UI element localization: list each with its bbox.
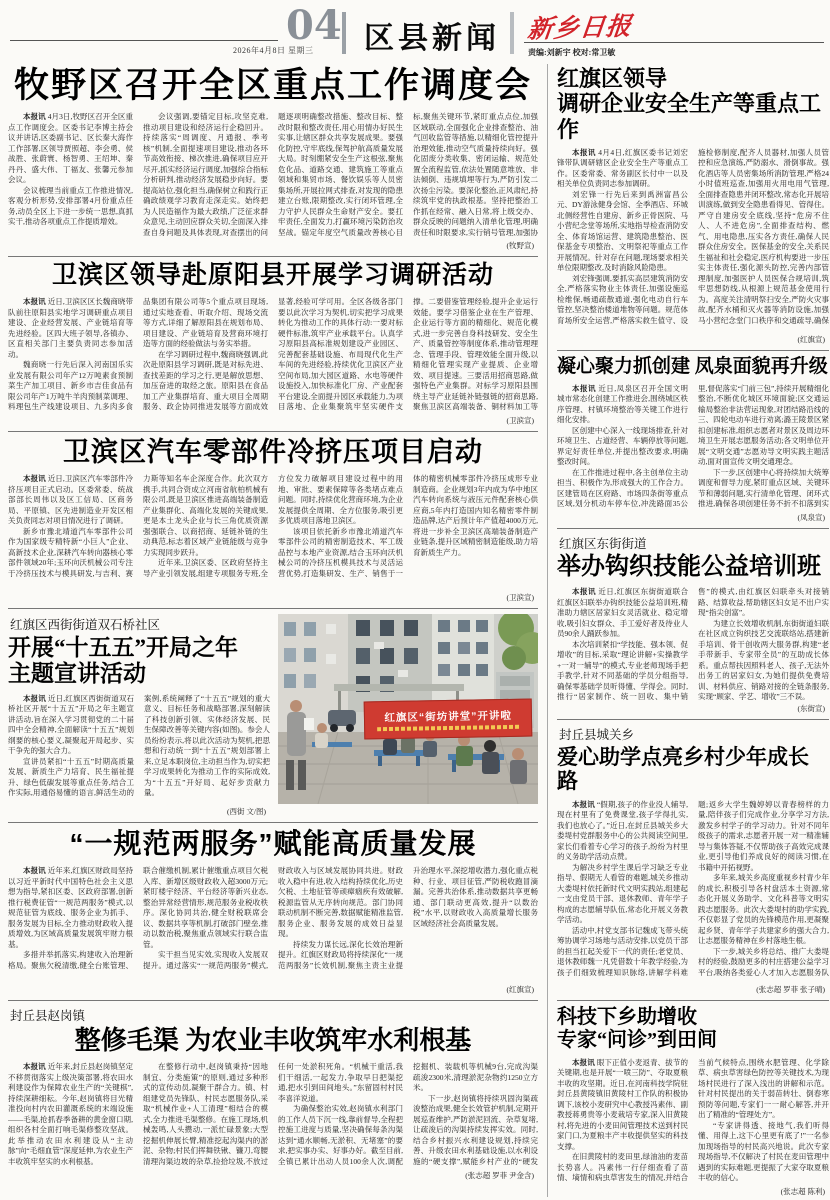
masthead-logo: 新乡日报 [526, 13, 634, 44]
article-weibin-study-credit: (卫滨宣) [506, 416, 534, 425]
header-divider-bar [342, 12, 346, 54]
article-muye-credit: (牧野宣) [506, 241, 534, 251]
separator [557, 350, 829, 351]
article-dongjie-headline: 举办钩织技能公益培训班 [557, 553, 821, 580]
header-divider-bar2 [510, 12, 514, 54]
article-xijie-text [8, 614, 270, 817]
separator [8, 431, 538, 432]
article-guifan-body: 本报讯 近年来,红旗区财政局坚持以习近平新时代中国特色社会主义思想为指导,紧扣区委、区政府部署,创新推行税费征管“一规范两服务”模式,以规范征管为底线、服务企业为抓手、服务发展为目标,全力推动财政收入提质增效,为区域高质量发展筑牢财力根基。 多措并举抓落实,构建收入治理新格局。聚焦欠税清缴,健全台账管理、联合催缴机制,累计催缴重点项目欠税入库、新增区级财政收入超3000万元;紧盯楼宇经济、平台经济等新兴业态,整治异常经营情形,规范服务业税收秩序。深化协同共治,健全财税联席会议、数据共享等机制,打破部门壁垒,推动以数治税,聚焦重点领域实行联合监管。 实干担当见实效,实现收入发展双提升。通过落实“一规范两服务”模式,财政收入与区域发展协同共进。财政收入稳中有进,收入结构持续优化,历史欠税、土地征管等顽瘴痼疾有效破解,税源监管从无序转向规范。部门协同联动机制不断完善,数据赋能精准监管,服务企业、服务发展的成效日益显现。 持续发力谋长远,深化长效治理新提升。红旗区财政局将持续深化“一规范两服务”长效机制,聚焦主责主业提升治理水平,深挖增收潜力,强化重点税种、行业、项目征管,严防税收跑冒滴漏。完善共治体系,推动数据共享更畅通、部门联动更高效,提升“以数治税”水平,以财政收入高质量增长服务区域经济社会高质量发展。 [8, 866, 538, 970]
article-chengguan-headline: 爱心助学点亮乡村少年成长路 [557, 745, 809, 794]
article-xijie-kicker: 红旗区西街街道双石桥社区 [10, 618, 161, 633]
article-hongqi-safety-headline: 红旗区领导 调研企业安全生产等重点工作 [557, 66, 822, 142]
article-guifan-headline: “一规范两服务”赋能高质量发展 [69, 827, 477, 859]
article-chengguan [557, 725, 829, 994]
article-muye-headline: 牧野区召开全区重点工作调度会 [13, 66, 532, 105]
article-hongqi-safety-body: 本报讯 4月4日,红旗区委书记刘宏锋带队调研辖区企业安全生产等重点工作。区委常委、常务副区长付中一以及相关单位负责同志参加调研。 刘宏锋一行先后来到禹洲富昌公元、DY游泳健身会馆、全季酒店、环城北侧经营性自建房、新乡正骨医院、马小营纪念堂等场所,实地指导检查消防安全、体育场馆运营、建筑隐患整治、医保基金专项整治、文明祭祀等重点工作开展情况。针对存在问题,现场要求相关单位限期整改,及时消除风险隐患。 刘宏锋强调,要抓实高层建筑消防安全,严格落实物业主体责任,加强设施巡检维保,畅通疏散通道,强化电动自行车管控,坚决整治楼道堆物等问题。规范体育场所安全运营,严格落实救生值守、设施检修制度,配齐人员器材,加强人员管控和应急演练,严防溺水、滑倒事故。强化酒店等人员密集场所消防管理,严格24小时值班巡查,加强用火用电用气管理,全面排查隐患并闭环整改,常态化开展培训演练,做到安全隐患看得见、管得住。严守自建房安全底线,坚持“危房不住人、人不进危房”,全面排查结构、燃气、用电隐患,压实各方责任,确保人民群众住房安全。医保基金的安全,关系民生福祉和社会稳定,医疗机构要进一步压实主体责任,强化源头防控,完善内部管理制度,加强医护人员医保合规培训,筑牢思想防线,从根源上规范基金使用行为。高度关注清明祭扫安全,严防火灾事故,配齐水桶和灭火器等消防设施,加强马小营纪念堂门口秩序和交通疏导,确保 [557, 147, 829, 325]
article-xijie-headline: 开展“十五五”开局之年 主题宣讲活动 [8, 635, 238, 687]
article-guifan [8, 828, 538, 995]
photo-banner-text: 红旗区“街坊讲堂”开讲啦 [384, 708, 512, 724]
article-weibin-study [8, 262, 538, 426]
article-fengquan-body: 本报讯 近日,凤泉区召开全国文明城市常态化创建工作推进会,围绕城区秩序管理、村镇环境整治等关键工作进行细化安排。 区创建中心深入一线现场排查,针对环境卫生、占道经营、车辆停放等问题,界定好责任单位,并提出整改要求,明确整改时间。 在工作推进过程中,各主创单位主动担当、积极作为,形成强大的工作合力。区建管局在区府路、市场四条街等重点区域,划分机动车停车位,冲洗路面35公里,督促落实“门前三包”,持续开展精细化整治,不断优化城区环境面貌;区交通运输局整治非法营运现象,对团结路沿线的三、四轮电动车进行劝离;潞王陵景区紧扣创建标准,组织志愿者对景区及周边环境卫生开展志愿服务活动;各文明单位开展“文明交通”志愿劝导文明实践主题活动,面对面宣传文明交通理念。 下一步,区创建中心将持续加大统筹调度和督导力度,紧盯重点区域、关键环节和薄弱问题,实行清单化管理、闭环式推进,确保各项创建任务不折不扣落到实 [557, 383, 829, 509]
separator [557, 528, 829, 529]
article-keji [557, 1006, 829, 1197]
article-guifan-credit: (红旗宣) [506, 985, 534, 995]
article-keji-credit: (张志超 陈利) [780, 1186, 825, 1196]
article-zhaogang [8, 1006, 538, 1181]
article-xijie [8, 614, 538, 817]
article-dongjie-body: 本报讯 近日,红旗区东街街道联合红旗区妇联举办钩织技能公益培训班,精准助力辖区居家妇女灵活就业、稳定增收,吸引妇女群众、手工爱好者及待业人员90余人踊跃参加。 本次培训紧扣“学技能、强本领、促增收”的目标,采取“理论讲解+实操教学+一对一辅导”的模式,专业老师现场手把手教学,针对不同基础的学员分组指导,确保零基础学员听得懂、学得会。同时,推行“居家制作、统一回收、集中销售”的模式,由红旗区妇联牵头对接销路、结算收益,帮助辖区妇女足不出户实现“指尖创富”。 为建立长效增收机制,东街街道妇联在社区成立钩织技艺交流联络站,搭建新手培训、骨干创收两大服务群,构建“老手带新手、专家带全员”的互助成长体系。重点帮扶因照料老人、孩子,无法外出务工的居家妇女,为她们提供免费培训、材料供应、销路对接的全链条服务,实现“顾家、学艺、增收”三不误。 [557, 587, 829, 702]
right-column [547, 64, 829, 1197]
article-dongjie-kicker: 红旗区东街街道 [559, 536, 647, 551]
separator [8, 1000, 538, 1001]
article-weibin-study-headline: 卫滨区领导赴原阳县开展学习调研活动 [51, 262, 494, 290]
article-weibin-auto-body: 本报讯 近日,卫滨区汽车零部件冷挤压项目正式启动。区委常委、统战部部长周伟以及区工信局、区商务局、平原镇、区先进制造业开发区相关负责同志对项目情况进行了调研。 新乡市豫北靖道汽车零部件公司作为国家级专精特新“小巨人”企业、高新技术企业,深耕汽车转向器核心零部件领域20年;玉环向沃机械公司专注于冷挤压技术与模具研发,与吉利、赛力斯等知名车企深度合作。此次双方携手,共同合资成立河南省航柏机械有限公司,既是卫滨区推进高端装备制造产业集群化、高端化发展的关键成果,更是本土龙头企业与长三角优质资源强强联合、以商招商、延链补链的生动典范,标志着区域产业链能级与竞争力实现同步跃升。 近年来,卫滨区委、区政府坚持主导产业引领发展,组建专项服务专班,全方位发力破解项目建设过程中的用地、审批、要素保障等各类堵点难点问题。同时,持续优化营商环境,为企业发展提供全周期、全方位服务,吸引更多优质项目落地卫滨区。 该项目依托新乡市豫北靖道汽车零部件公司的精密制造技术、军工级品控与本地产业资源,结合玉环向沃机械公司的冷挤压机模具技术与灵活运营优势,打造集研发、生产、销售于一体的精密机械零部件冷挤压成形专业制造商。企业规划3年内成为华中地区汽车转向系统与液压元件配套核心供应商,5年内打造国内知名精密零件制造品牌,达产后预计年产值超4000万元,将进一步补全卫滨区高端装备制造产业链条,提升区域精密制造能级,助力培育新质生产力。 [8, 474, 538, 578]
editors-line: 责编:刘新宇 校对:常卫敏 [528, 48, 616, 57]
left-column [8, 64, 538, 1197]
article-chengguan-credit: (张志超 罗菲 张子晴) [756, 984, 825, 994]
article-fengquan-credit: (凤泉宣) [797, 512, 825, 522]
article-chengguan-body: 本报讯 “假期,孩子的作业没人辅导,现在村里有了免费课堂,孩子学得扎实,我们也放心了。”近日,在封丘县城关乡大娄堤村党群服务中心的公共阅读空间里,家长们看着专心学习的孩子,纷纷为村里的义务助学活动点赞。 为解决乡村学生课后学习缺乏专业指导、假期无人看管的难题,城关乡推动大娄堤村依托新时代文明实践站,组建起一支由党员干部、退休教师、青年学子构成的志愿辅导队伍,常态化开展义务教学活动。 活动中,村党支部书记魏成飞带头统筹协调学习场地与活动安排,以党员干部的担当扛起关爱下一代的责任;老党员、退休教师魏一凡凭借数十年教学经验,为孩子们细致梳理知识脉络,讲解学科难题;返乡大学生魏婷婷以青春榜样的力量,陪伴孩子们完成作业,分享学习方法,激发乡村学子的学习动力。针对不同年级孩子的需求,志愿者开展一对一精准辅导与集体答疑,不仅帮助孩子高效完成课业,更引导他们养成良好的阅读习惯,在书籍中开拓视野。 多年来,城关乡高度重视乡村青少年的成长,积极引导各村盘活本土资源,常态化开展义务助学、文化科普等文明实践志愿服务。此次大娄堤村的助学实践,不仅彰显了党员的先锋模范作用,更凝聚起乡贤、青年学子共建家乡的强大合力,让志愿服务精神在乡村落地生根。 下一步,城关乡将总结、推广大娄堤村的经验,鼓励更多的村庄搭建公益学习平台,吸纳各类爱心人才加入志愿服务队 [557, 799, 829, 977]
separator [8, 822, 538, 823]
article-weibin-auto-credit: (卫滨宣) [506, 593, 534, 603]
photo-banner-subtext [377, 724, 520, 730]
news-photo [278, 614, 538, 804]
section-title: 区县新闻 [364, 22, 500, 55]
article-weibin-auto-headline: 卫滨区汽车零部件冷挤压项目启动 [63, 437, 483, 467]
publication-date: 2026年4月8日 星期三 [233, 46, 314, 55]
page-header [8, 0, 822, 64]
article-muye [8, 66, 538, 251]
article-xijie-body: 本报讯 近日,红旗区西街街道双石桥社区开展“十五五”开局之年主题宣讲活动,旨在深入学习贯彻党的二十届四中全会精神,全面解读“十五五”规划纲要的核心要义,凝聚起开局起步、实干争先的强大合力。 宣讲员紧扣“十五五”时期高质量发展、新质生产力培育、民生福祉提升、绿色低碳发展等重点任务,结合工作实际,用通俗易懂的语言,鲜活生动的案例,系统阐释了“十五五”规划的重大意义、目标任务和战略部署,深刻解读了科技创新引领、实体经济发展、民生保障改善等关键内容(如图)。参会人员纷纷表示,将以此次活动为契机,把思想和行动统一到“十五五”规划部署上来,立足本职岗位,主动担当作为,切实把学习成果转化为推动工作的实际成效,为“十五五”开好局、起好步贡献力量。 [8, 693, 270, 798]
separator [8, 608, 538, 609]
article-keji-headline: 科技下乡助增收 专家“问诊”到田间 [557, 1005, 717, 1051]
separator [8, 256, 538, 257]
article-fengquan-headline: 凝心聚力抓创建 凤泉面貌再升级 [557, 355, 828, 377]
article-fengquan [557, 356, 829, 523]
separator [557, 719, 829, 720]
separator [557, 1000, 829, 1001]
article-zhaogang-headline: 整修毛渠 为农业丰收筑牢水利根基 [74, 1026, 472, 1056]
header-rule-left [10, 40, 278, 41]
article-muye-body: 本报讯 4月3日,牧野区召开全区重点工作调度会。区委书记李博主持会议并讲话,区委副书记、区长秦大海作工作部署,区领导贾照超、李会勇、侯战胜、张蔚寰、杨智勇、王绍坤、秦丹丹、盛大伟、丁福友、张馨元参加会议。 会议梳理当前重点工作推进情况,客观分析形势,安排部署4月份重点任务,动员全区上下进一步统一思想,真抓实干,推动各项重点工作提质增效。 会议强调,要锚定目标,攻坚克难,推动项目建设和经济运行企稳回升。持续落实“周调度、月通报、季考核”机制,全面提速项目建设,推动各环节高效衔接、梯次推进,确保项目应开尽开,抓实经济运行调度,加强综合指标分析研判,推动经济发展稳步向好。要提高站位,强化担当,确保树立和践行正确政绩观学习教育走深走实。始终把为人民造福作为最大政绩,广泛征求群众意见,主动回应群众关切,全面深入排查自身问题及具体表现,对查摆出的问题逐项明确整改措施、整改目标、整改时限和整改责任,用心用情办好民生实事,让辖区群众共享发展成果。要强化防控,守牢底线,保驾护航高质量发展大局。时刻绷紧安全生产这根弦,聚焦危化品、道路交通、建筑施工等重点领域和集贸市场、餐饮娱乐等人员密集场所,开展拉网式排查,对发现的隐患建立台账,限期整改,实行闭环管理,全力守护人民群众生命财产安全。要扛牢责任,全面发力,打赢环境污染防治攻坚战。锚定年度空气质量改善核心目标,聚焦关键环节,紧盯重点点位,加强区域联动,全面强化企业排查整治、油气回收监管等措施,以精细化管控提升治理效能,推动空气质量持续向好。强化固废分类收集、密闭运输、规范处置全流程监管,依法处置随意堆放、非法倾倒、违规填埋等行为,严防引发二次扬尘污染。要深化整治,正风肃纪,持续筑牢党的执政根基。坚持把整治工作抓在经常、融入日常,将上级交办、群众反映的问题纳入清单化管理,明确责任和时限要求,实行销号管理,加强协 [8, 112, 538, 237]
article-hongqi-safety-credit: (红旗宣) [797, 334, 825, 344]
article-zhaogang-body: 本报讯 近年来,封丘县赵岗镇坚定不移贯彻落实上级决策部署,将农田水利建设作为保障农业生产的“关键棋”,持续深耕细耘。今年,赵岗镇将目光精准投向村内农田灌溉系统的末端设施——毛渠,抢抓春季备耕的黄金窗口期,组织各村全面打响毛渠修整攻坚战。此举推动农田水利建设从“主动脉”向“毛细血管”深度延伸,为农业生产丰收筑牢坚实的水利根基。 在整修行动中,赵岗镇秉持“因地制宜、分类施策”的原则,通过多种形式的宣传动员,凝聚干群合力。镇、村组建党员先锋队、村民志愿服务队,采取“机械作业+人工清理”相结合的模式,全力推进毛渠整修。在施工现场,机械轰鸣,人头攒动,一派忙碌景象;大型挖掘机伸展长臂,精准挖起沟渠内的淤泥、杂物;村民们挥舞铁锹、镰刀,弯腰清理沟渠边坡的杂草,捡拾垃圾,不放过任何一处淤积死角。“机械干重活,我们干细活,一起发力,争取早日把渠挖通,把水引到田间地头。”东留固村村民李喜洋说道。 为确保整治实效,赵岗镇水利部门的工作人员下沉一线,靠前督导,全程把控施工进度与质量,坚决确保每条沟渠达到“通水顺畅,无淤积、无堵塞”的要求,把实事办实、好事办好。截至目前,全镇已累计出动人员100余人次,调配挖掘机、装载机等机械9台,完成沟渠疏浚2300米,清理淤泥杂物约1250立方米。 下一步,赵岗镇将持续巩固沟渠疏浚整治成果,健全长效管护机制,定期开展巡查维护,严防淤泥回流、杂草复堵,让疏浚后的沟渠持续发挥实效。同时,结合乡村振兴水利建设规划,持续完善、升级农田水利基础设施,以水利设施的“硬支撑”,赋能乡村产业的“硬发 [8, 1062, 538, 1166]
page-number: 04 [286, 2, 342, 49]
article-dongjie-credit: (东街宣) [797, 704, 825, 714]
photo-banner [363, 698, 532, 739]
article-zhaogang-kicker: 封丘县赵岗镇 [10, 1009, 86, 1024]
article-dongjie [557, 534, 829, 715]
article-zhaogang-credit: (张志超 罗菲 尹金含) [465, 1171, 534, 1180]
article-weibin-study-body: 本报讯 近日,卫滨区区长魏商晓带队前往原阳县实地学习调研重点项目建设、企业经营发展、产业链培育等先进经验。区四大班子领导,各镇办、区直相关部门主要负责同志参加活动。 魏商晓一行先后深入河南国乐实业发展有限公司年产12万吨素食预制菜生产加工项目、新乡市吉佳食品有限公司年产1万吨牛羊肉预制菜调理、料理包生产线建设项目、九多肉多食品集团有限公司等5个重点项目现场,通过实地查看、听取介绍、现场交流等方式,详细了解原阳县在规划布局、项目建设、产业链培育及营商环境打造等方面的经验做法与务实举措。 在学习调研过程中,魏商晓强调,此次赴原阳县学习调研,既是对标先进、查找差距的学习之行,更是解放思想、加压奋进的取经之旅。原阳县在食品加工产业集群培育、重大项目全周期服务、政企协同推进发展等方面成效显著,经验可学可用。全区各级各部门要以此次学习为契机,切实把学习成果转化为推动工作的具体行动:一要对标硬件标准,筑牢产业承载平台。认真学习原阳县高标准规划建设产业园区、完善配套基础设施、布局现代化生产车间的先进经验,持续优化卫滨区产业空间布局,加大园区道路、水电等硬件设施投入,加快标准化厂房、产业配套平台建设,全面提升园区承载能力,为项目落地、企业集聚筑牢坚实硬件支撑。二要借鉴管理经验,提升企业运行效能。要学习借鉴企业在生产管理、企业运行等方面的精细化、规范化模式,进一步完善自身科技研发、安全生产、质量管控等制度体系,推动管理理念、管理手段、管理效能全面升级,以精细化管理实现产业提质、企业增效、项目提速。三要活用招商思路,做强特色产业集群。对标学习原阳县围绕主导产业延链补链强链的招商思路,聚焦卫滨区高端装备、铜材料加工等 [8, 297, 538, 411]
header-rule-right [524, 42, 824, 43]
article-hongqi-safety [557, 66, 829, 345]
article-chengguan-kicker: 封丘县城关乡 [559, 728, 635, 743]
article-weibin-auto [8, 437, 538, 603]
article-xijie-credit: (西街 文/图) [227, 806, 266, 816]
page-content [8, 64, 829, 1197]
article-keji-body: 本报讯 眼下正值小麦返青、拔节的关键期,也是开展“一喷三防”、夺取夏粮丰收的攻坚期。近日,在河南科技学院驻封丘县黄陵镇旧黄陵村工作队的积极协调下,该校小麦研究中心教授冯素伟、副教授蒋勇贵等小麦栽培专家,深入旧黄陵村,将先进的小麦田间管理技术送到村民家门口,为夏粮丰产丰收提供坚实的科技支撑。 在旧黄陵村的麦田里,绿油油的麦苗长势喜人。冯素伟一行仔细查看了苗情、墒情和病虫草害发生的情况,并结合当前气候特点,围绕水肥管理、化学除草、病虫草害绿色防控等关键技术,为现场村民进行了深入浅出的讲解和示范。针对村民提出的关于弱苗转壮、倒春寒预防等问题,专家们一一耐心解答,并开出了精准的“管理处方”。 “专家讲得透、接地气,我们听得懂、用得上,这下心里更有底了!”一名参加现场指导的村民高兴地说。此次专家现场指导,不仅解决了村民在麦田管理中遇到的实际难题,更提振了大家夺取夏粮丰收的信心。 [557, 1057, 829, 1183]
